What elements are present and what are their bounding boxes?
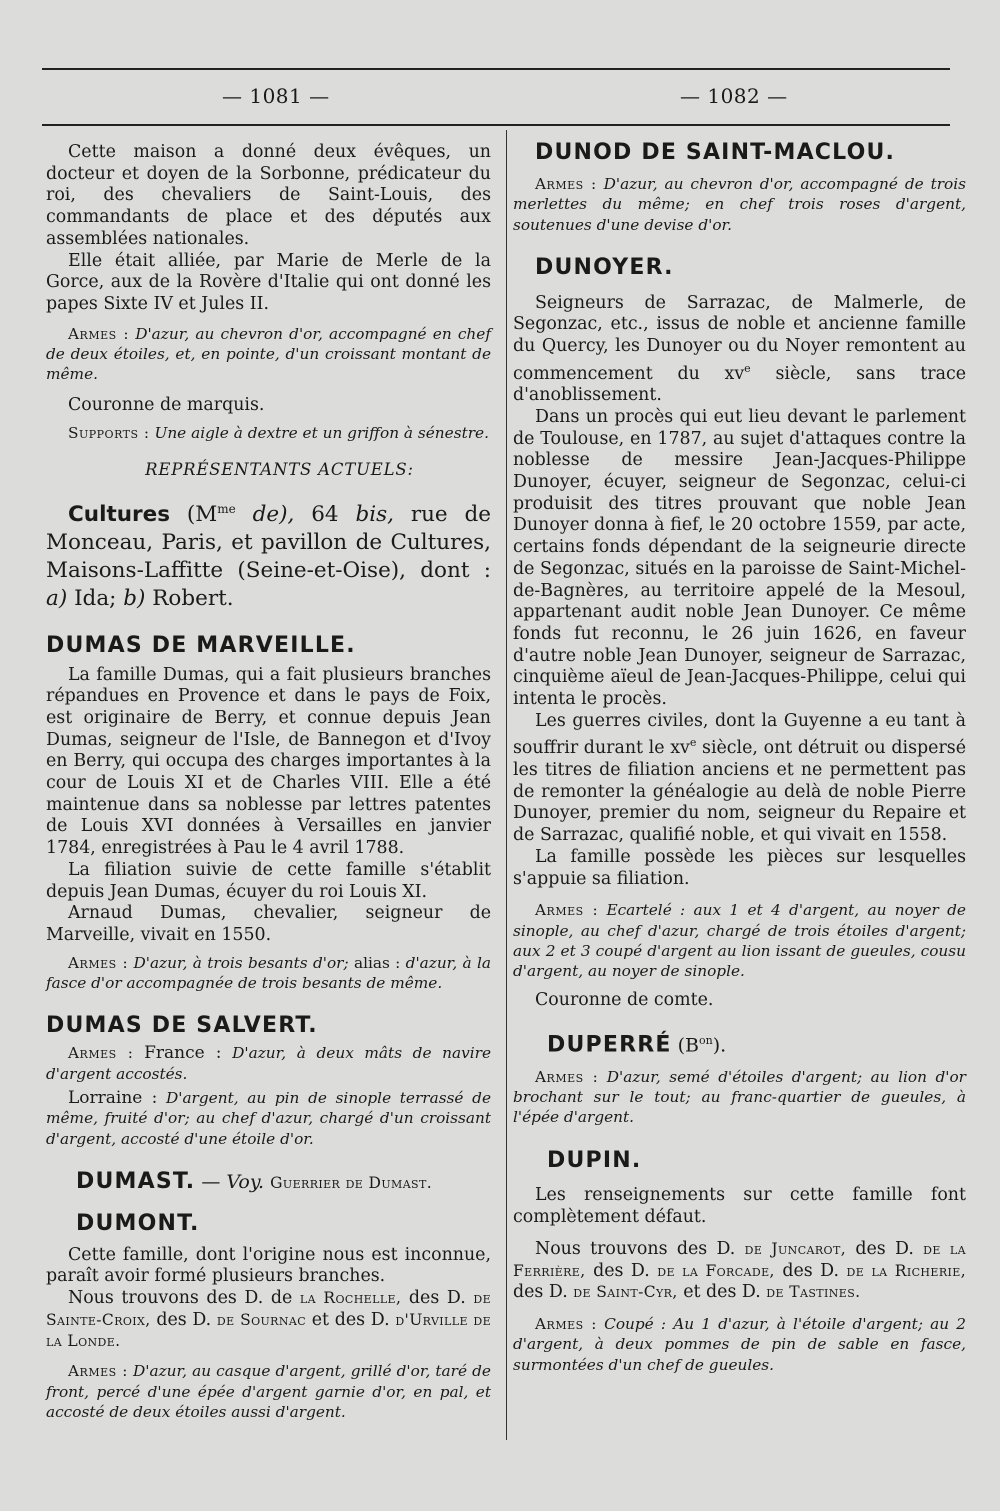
paragraph: Les renseignements sur cette famille font complètement défaut. <box>513 1185 966 1228</box>
particle: de), <box>252 501 295 527</box>
supports-text: Une aigle à dextre et un griffon à sénestre. <box>154 423 489 442</box>
arms-entry <box>513 900 966 982</box>
text-run: siècle, sans trace d'anoblissement. <box>513 363 966 406</box>
paragraph <box>513 293 966 407</box>
page-number-left: — 1081 — <box>222 84 330 108</box>
text-run: Seigneurs de Sarrazac, de Malmerle, de Segonzac, etc., issus de noble et ancienne famille du Quercy, les Dunoyer ou du Noyer remontent au commencement du xv <box>513 292 966 384</box>
century-sup: e <box>689 736 697 750</box>
text-run: Nous trouvons des D. de <box>68 1288 293 1309</box>
street-bis: bis, <box>355 501 394 527</box>
child-name: Robert. <box>152 585 234 611</box>
branch-name: la Rochelle, <box>299 1289 402 1308</box>
family-heading: DUPIN. <box>547 1147 642 1173</box>
dash: — <box>201 1171 221 1194</box>
branch-name: d'Urville de la Londe. <box>46 1310 492 1351</box>
branch-name: de Sainte-Croix, <box>46 1289 492 1329</box>
paragraph: Cette famille, dont l'origine nous est inconnue, paraît avoir formé plusieurs branches. <box>46 1244 491 1287</box>
text-run: des D. <box>855 1238 914 1259</box>
paragraph <box>46 1288 491 1353</box>
list-marker-a: a) <box>46 585 68 611</box>
arms-label: Armes : <box>535 901 599 920</box>
address-text: rue de Monceau, Paris, et pavillon de Cultures, Maisons-Laffitte (Seine-et-Oise), dont : <box>46 501 491 583</box>
branch-name: de la Richerie, <box>846 1261 967 1280</box>
family-heading-line <box>547 1030 966 1057</box>
right-column <box>513 142 966 1375</box>
text-run: siècle, ont détruit ou dispersé les titres de filiation anciens et ne permettent pas de remonter la généalogie au delà de noble Pierre Dunoyer, premier du nom, seigneur du Repaire et de Sarrazac, qualifié noble, et qui vivait en 1558. <box>513 738 966 846</box>
title-abbrev: (B <box>677 1033 700 1056</box>
paragraph: La famille Dumas, qui a fait plusieurs branches répandues en Provence et dans le pays de Foix, est originaire de Berry, et connue depuis Jean Dumas, seigneur de l'Isle, de Bannegon et d'Ivoy en Berry, qui occupa des charges importantes à la cour de Louis XI et de Charles VIII. Elle a été maintenue dans sa noblesse par lettres patentes de Louis XVI données à Versailles en janvier 1784, enregistrées à Pau le 4 avril 1788. <box>46 664 491 859</box>
title-sup: on <box>699 1033 713 1047</box>
title-sup: me <box>217 501 236 516</box>
paragraph: La famille possède les pièces sur lesquelles s'appuie sa filiation. <box>513 846 966 889</box>
text-run: Les guerres civiles, dont la Guyenne a eu tant à souffrir durant le xv <box>513 710 966 759</box>
crown-line: Couronne de marquis. <box>68 394 265 415</box>
arms-label: Armes : <box>68 1362 128 1381</box>
arms-entry <box>513 174 966 235</box>
branch-name: de Juncarot, <box>744 1239 847 1258</box>
title-abbrev: (M <box>186 501 218 527</box>
paragraph: Arnaud Dumas, chevalier, seigneur de Marveille, vivait en 1550. <box>46 903 491 945</box>
family-heading: DUMAS DE SALVERT. <box>46 1013 318 1039</box>
paragraph: Cette maison a donné deux évêques, un docteur et doyen de la Sorbonne, prédicateur du roi, des chevaliers de Saint-Louis, des commandants de place et des députés aux assemblées nationales. <box>46 142 491 249</box>
text-run: et des D. <box>683 1282 761 1303</box>
branch-name: de Tastines. <box>766 1283 861 1302</box>
text-run: des D. <box>782 1260 840 1281</box>
arms-label: Armes : <box>535 174 597 193</box>
text-run: des D. <box>156 1309 212 1330</box>
arms-entry <box>46 953 491 994</box>
family-name: Cultures <box>68 501 171 527</box>
arms-entry <box>513 1314 966 1375</box>
family-heading: DUMAST. <box>76 1169 196 1195</box>
region-label: Lorraine : <box>68 1087 158 1108</box>
arms-text: Ecartelé : aux 1 et 4 d'argent, au noyer de sinople, au chef d'azur, chargé de trois étoiles d'argent; aux 2 et 3 coupé d'argent au lion issant de gueules, cousu d'argent, au noyer de sinople. <box>513 901 966 981</box>
text-run: Nous trouvons des D. <box>535 1238 736 1259</box>
branch-name: de la Forcade, <box>657 1261 775 1280</box>
family-heading: DUNOD DE SAINT-MACLOU. <box>535 140 896 165</box>
page-number-right: — 1082 — <box>680 84 788 108</box>
arms-text: D'azur, à trois besants d'or; <box>133 953 349 972</box>
list-marker-b: b) <box>123 585 146 611</box>
alias-label: alias : <box>353 953 401 972</box>
paragraph: Dans un procès qui eut lieu devant le parlement de Toulouse, en 1787, au sujet d'attaques contre la noblesse de messire Jean-Jacques-Philippe Dunoyer, écuyer, seigneur de Segonzac, celui-ci produisit des titres prouvant que noble Jean Dunoyer donna à fief, le 20 octobre 1559, par acte, certains fonds dépendant de la seigneurie directe de Segonzac, situés en la paroisse de Saint-Michel-de-Bagnères, au territoire appelé de la Mesoul, appartenant audit noble Jean Dunoyer. Ce même fonds fut reconnu, le 26 juin 1626, en faveur d'autre noble Jean Dunoyer, seigneur de Sarrazac, cinquième aïeul de Jean-Jacques-Philippe, celui qui intenta le procès. <box>513 406 966 710</box>
arms-text: D'azur, à deux mâts de navire d'argent accostés. <box>46 1044 491 1083</box>
title-close: ). <box>712 1033 727 1056</box>
street-number: 64 <box>311 501 339 527</box>
left-column <box>46 142 491 1422</box>
arms-label: Armes : <box>68 953 129 972</box>
arms-entry <box>46 1361 491 1422</box>
column-divider <box>506 130 507 1440</box>
cross-reference <box>76 1171 491 1195</box>
arms-entry <box>46 1043 491 1084</box>
supports-entry <box>46 423 491 443</box>
arms-entry <box>46 324 491 385</box>
arms-label: Armes : <box>535 1315 597 1333</box>
century-sup: e <box>744 361 751 375</box>
arms-text: D'azur, au casque d'argent, grillé d'or, taré de front, percé d'une épée d'argent garnie d'or, en pal, et accosté de deux étoiles aussi d'argent. <box>46 1362 491 1421</box>
family-heading: DUMONT. <box>76 1210 200 1236</box>
paragraph: La filiation suivie de cette famille s'établit depuis Jean Dumas, écuyer du roi Louis XI. <box>46 859 491 902</box>
family-heading: DUPERRÉ <box>547 1031 672 1057</box>
text-run: des D. <box>408 1288 466 1309</box>
arms-text: D'azur, semé d'étoiles d'argent; au lion d'or brochant sur le tout; au franc-quartier de gueules, à l'épée d'argent. <box>513 1067 966 1127</box>
paragraph <box>513 1239 966 1304</box>
text-run: et des D. <box>311 1309 390 1330</box>
arms-text: D'azur, au chevron d'or, accompagné en chef de deux étoiles, et, en pointe, d'un croissant montant de même. <box>46 324 491 384</box>
text-run: des D. <box>593 1260 650 1281</box>
crown-line: Couronne de comte. <box>535 989 714 1010</box>
arms-text: d'azur, à la fasce d'or accompagnée de trois besants de même. <box>46 953 491 993</box>
arms-entry <box>46 1088 491 1149</box>
representative-entry <box>46 495 491 613</box>
reference-link-text: Guerrier de Dumast. <box>270 1174 433 1193</box>
arms-label: Armes : <box>68 324 129 343</box>
arms-text: D'azur, au chevron d'or, accompagné de trois merlettes du même; en chef trois roses d'argent, soutenues d'une devise d'or. <box>513 174 966 234</box>
arms-label: Armes : <box>535 1067 599 1086</box>
child-name: Ida; <box>74 585 117 611</box>
paragraph <box>513 711 966 847</box>
supports-label: Supports : <box>68 423 150 442</box>
text-run: des D. <box>513 1282 568 1303</box>
arms-text: Coupé : Au 1 d'azur, à l'étoile d'argent; au 2 d'argent, à deux pommes de pin de sable en fasce, surmontées d'un chef de gueules. <box>513 1315 966 1374</box>
top-rule <box>42 68 950 70</box>
branch-name: de la Ferrière, <box>513 1239 966 1280</box>
region-label: France : <box>144 1043 222 1064</box>
arms-entry <box>513 1067 966 1128</box>
paragraph: Elle était alliée, par Marie de Merle de la Gorce, aux de la Rovère d'Italie qui ont donné les papes Sixte IV et Jules II. <box>46 250 491 314</box>
family-heading: DUNOYER. <box>535 254 674 280</box>
branch-name: de Saint-Cyr, <box>573 1283 678 1302</box>
arms-label: Armes : <box>68 1044 134 1063</box>
see-label: Voy. <box>226 1171 265 1194</box>
branch-name: de Sournac <box>216 1310 307 1329</box>
header-rule <box>42 124 950 126</box>
family-heading: DUMAS DE MARVEILLE. <box>46 632 356 658</box>
section-subtitle: REPRÉSENTANTS ACTUELS: <box>145 459 414 479</box>
arms-text: D'argent, au pin de sinople terrassé de même, fruité d'or; au chef d'azur, chargé d'un croissant d'argent, accosté d'une étoile d'or. <box>46 1088 491 1148</box>
